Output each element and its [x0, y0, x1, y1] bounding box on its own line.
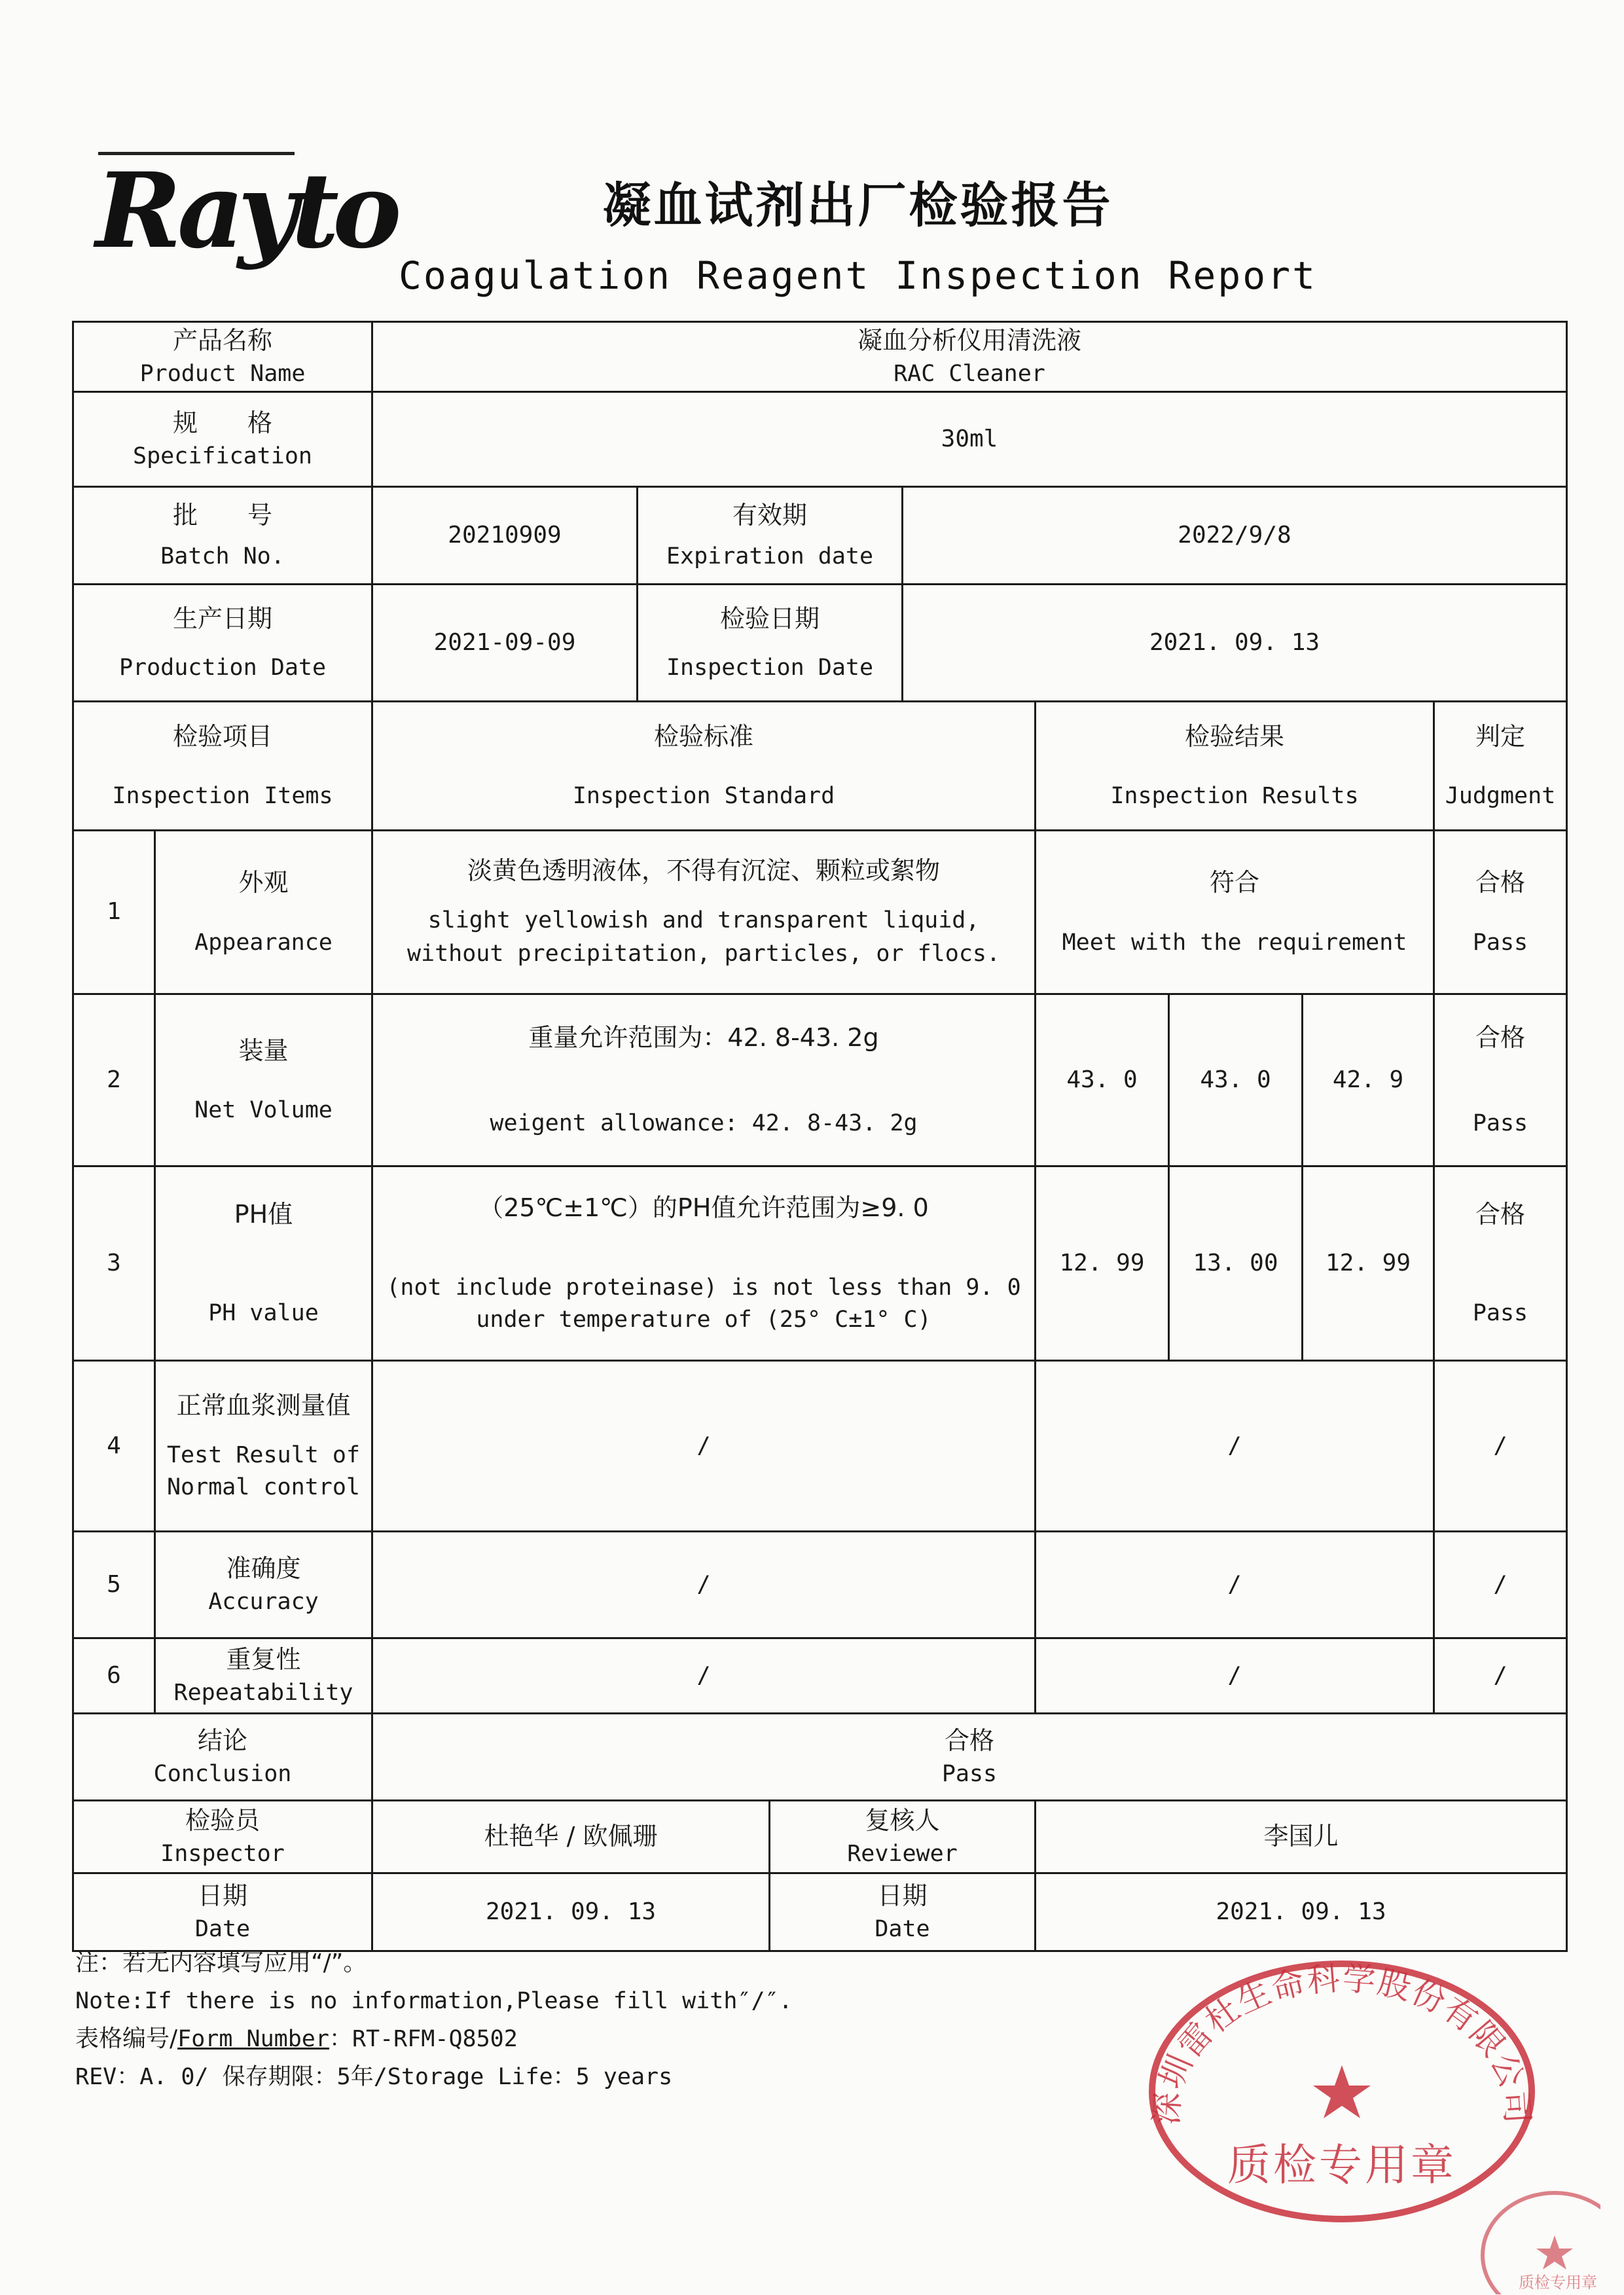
item-en: Accuracy: [208, 1589, 319, 1616]
review-date-label: [768, 1872, 1036, 1952]
judgment-en: Pass: [1472, 1300, 1528, 1327]
stamp-ring-text: 深圳雷杜生命科学股份有限公司: [1147, 1959, 1537, 2126]
expiration-label-en: Expiration date: [666, 543, 874, 570]
result-en: Meet with the requirement: [1062, 929, 1407, 956]
item-zh: 装量: [238, 1036, 289, 1065]
reviewer-label-zh: 复核人: [865, 1805, 940, 1835]
logo-text: Rayto: [96, 151, 395, 272]
date-label-en: Date: [194, 1916, 251, 1943]
item-cell: [154, 993, 373, 1167]
judgment-slash: /: [1493, 1432, 1507, 1459]
reviewer-label-en: Reviewer: [847, 1841, 958, 1868]
expiration-label: [636, 486, 903, 585]
batch-label: [72, 486, 373, 585]
item-en-line1: Test Result of: [166, 1441, 360, 1468]
row-number: [72, 829, 156, 995]
stamp-star-icon: [1313, 2065, 1371, 2118]
row-number: [72, 993, 156, 1167]
reviewer-value-text: 李国儿: [1263, 1822, 1339, 1851]
col-header-judgment-zh: 判定: [1475, 721, 1525, 751]
product-name-value: [371, 321, 1568, 393]
inspection-date-value-text: 2021. 09. 13: [1149, 628, 1320, 656]
item-en-line2: Normal control: [166, 1473, 360, 1500]
row-number-text: 2: [107, 1066, 121, 1093]
note-zh: 注：若无内容填写应用“/”。: [75, 1949, 367, 1976]
footer-notes: [75, 1944, 793, 2096]
judgment-cell: [1433, 1530, 1568, 1639]
standard-cell: [371, 1165, 1036, 1362]
inspection-date-value: [901, 583, 1568, 702]
result-slash: /: [1227, 1571, 1242, 1598]
expiration-value-text: 2022/9/8: [1178, 521, 1291, 549]
standard-slash: /: [696, 1662, 711, 1689]
result-cell: [1034, 829, 1435, 995]
item-cell: [154, 1637, 373, 1714]
judgment-cell: [1433, 1165, 1568, 1362]
product-name-label: [72, 321, 373, 393]
result-zh: 符合: [1209, 868, 1259, 897]
result-value: 42. 9: [1332, 1066, 1404, 1093]
col-header-judgment: [1433, 700, 1568, 831]
production-date-value: [371, 583, 638, 702]
note-en: Note:If there is no information,Please fill with″/″.: [75, 1988, 793, 2014]
result-value: 12. 99: [1059, 1249, 1145, 1276]
item-cell: [154, 1360, 373, 1532]
inspector-label: [72, 1799, 373, 1874]
expiration-value: [901, 486, 1568, 585]
batch-label-en: Batch No.: [160, 543, 285, 570]
date-label-zh: 日期: [197, 1881, 247, 1910]
batch-value: [371, 486, 638, 585]
judgment-cell: [1433, 1637, 1568, 1714]
item-cell: [154, 829, 373, 995]
col-header-items-zh: 检验项目: [172, 721, 272, 751]
stamp-center-text: 质检专用章: [1227, 2140, 1456, 2190]
standard-zh: 重量允许范围为：42. 8-43. 2g: [528, 1022, 879, 1052]
result-value-cell: [1301, 1165, 1435, 1362]
secondary-stamp: [1470, 2183, 1600, 2294]
date-value: [371, 1872, 770, 1952]
review-date-label-zh: 日期: [877, 1881, 928, 1910]
standard-cell: [371, 1360, 1036, 1532]
specification-value: [371, 391, 1568, 488]
specification-value-text: 30ml: [941, 425, 998, 452]
col-header-standard-zh: 检验标准: [653, 721, 753, 751]
review-date-value-text: 2021. 09. 13: [1216, 1898, 1386, 1925]
col-header-items: [72, 700, 373, 831]
specification-label-en: Specification: [133, 443, 312, 470]
col-header-standard-en: Inspection Standard: [572, 783, 835, 810]
standard-zh: （25℃±1℃）的PH值允许范围为≥9. 0: [478, 1193, 929, 1223]
result-value: 12. 99: [1325, 1249, 1411, 1276]
row-number-text: 5: [107, 1570, 121, 1598]
judgment-zh: 合格: [1475, 1199, 1525, 1229]
result-cell: [1034, 1530, 1435, 1639]
inspector-label-zh: 检验员: [185, 1805, 260, 1835]
form-number-zh: 表格编号/: [75, 2025, 178, 2052]
col-header-results-zh: 检验结果: [1184, 721, 1284, 751]
specification-label: [72, 391, 373, 488]
result-value: 13. 00: [1193, 1249, 1278, 1276]
judgment-cell: [1433, 1360, 1568, 1532]
row-number: [72, 1360, 156, 1532]
standard-en: slight yellowish and transparent liquid, without precipitation, particles, or flocs.: [406, 907, 1001, 967]
standard-en-line2: under temperature of (25° C±1° C): [476, 1306, 931, 1333]
standard-cell: [371, 1637, 1036, 1714]
result-value: 43. 0: [1200, 1066, 1271, 1093]
row-number: [72, 1530, 156, 1639]
standard-en: weigent allowance: 42. 8-43. 2g: [490, 1110, 918, 1137]
row-number-text: 6: [107, 1661, 121, 1689]
conclusion-value-en: Pass: [941, 1761, 998, 1788]
result-value-cell: [1168, 993, 1303, 1167]
col-header-judgment-en: Judgment: [1445, 783, 1556, 810]
item-en: Net Volume: [194, 1097, 333, 1124]
judgment-en: Pass: [1472, 929, 1528, 956]
col-header-results: [1034, 700, 1435, 831]
standard-zh: 淡黄色透明液体，不得有沉淀、颗粒或絮物: [467, 856, 940, 886]
production-date-value-text: 2021-09-09: [433, 628, 576, 656]
row-number: [72, 1165, 156, 1362]
date-label: [72, 1872, 373, 1952]
result-slash: /: [1227, 1662, 1242, 1689]
conclusion-label-zh: 结论: [197, 1726, 247, 1755]
judgment-cell: [1433, 993, 1568, 1167]
conclusion-value-zh: 合格: [944, 1726, 994, 1755]
result-value: 43. 0: [1066, 1066, 1138, 1093]
secondary-stamp-star-icon: [1536, 2235, 1573, 2269]
judgment-zh: 合格: [1475, 868, 1525, 897]
reviewer-value: [1034, 1799, 1568, 1874]
production-date-label: [72, 583, 373, 702]
result-value-cell: [1034, 993, 1170, 1167]
item-en: PH value: [208, 1300, 319, 1327]
standard-slash: /: [696, 1571, 711, 1598]
conclusion-label-en: Conclusion: [153, 1761, 292, 1788]
standard-cell: [371, 1530, 1036, 1639]
inspection-date-label-en: Inspection Date: [666, 655, 874, 681]
row-number-text: 3: [107, 1249, 121, 1276]
result-cell: [1034, 1637, 1435, 1714]
expiration-label-zh: 有效期: [732, 500, 807, 530]
item-cell: [154, 1165, 373, 1362]
row-number: [72, 1637, 156, 1714]
standard-en-line1: (not include proteinase) is not less than 9. 0: [386, 1274, 1021, 1301]
row-number-text: 1: [107, 898, 121, 926]
inspector-value: [371, 1799, 770, 1874]
report-title-en: Coagulation Reagent Inspection Report: [398, 253, 1317, 298]
product-name-label-zh: 产品名称: [172, 325, 272, 355]
date-value-text: 2021. 09. 13: [485, 1898, 657, 1925]
form-number-line: [75, 2020, 793, 2058]
item-en: Repeatability: [173, 1680, 353, 1707]
inspection-date-label-zh: 检验日期: [719, 604, 820, 633]
result-value-cell: [1301, 993, 1435, 1167]
product-name-value-zh: 凝血分析仪用清洗液: [857, 325, 1081, 355]
result-value-cell: [1034, 1165, 1170, 1362]
review-date-value: [1034, 1872, 1568, 1952]
item-cell: [154, 1530, 373, 1639]
report-title-zh: 凝血试剂出厂检验报告: [602, 177, 1113, 234]
revision-line: REV：A. 0/ 保存期限：5年/Storage Life：5 years: [75, 2064, 673, 2090]
conclusion-label: [72, 1712, 373, 1801]
judgment-zh: 合格: [1475, 1022, 1525, 1052]
standard-cell: [371, 993, 1036, 1167]
batch-label-zh: 批 号: [172, 500, 272, 530]
result-value-cell: [1168, 1165, 1303, 1362]
review-date-label-en: Date: [875, 1916, 930, 1943]
inspector-value-text: 杜艳华 / 欧佩珊: [484, 1822, 658, 1851]
item-zh: 准确度: [226, 1553, 301, 1583]
result-slash: /: [1227, 1432, 1242, 1459]
product-name-value-en: RAC Cleaner: [893, 361, 1045, 388]
item-zh: 正常血浆测量值: [176, 1391, 351, 1420]
product-name-label-en: Product Name: [139, 361, 306, 388]
secondary-stamp-text: 质检专用章: [1519, 2273, 1597, 2292]
row-number-text: 4: [107, 1432, 121, 1459]
production-date-label-en: Production Date: [118, 655, 327, 681]
result-cell: [1034, 1360, 1435, 1532]
item-zh: PH值: [234, 1199, 293, 1229]
standard-slash: /: [696, 1432, 711, 1459]
judgment-cell: [1433, 829, 1568, 995]
inspection-date-label: [636, 583, 903, 702]
batch-value-text: 20210909: [448, 521, 562, 549]
item-zh: 重复性: [226, 1644, 301, 1674]
reviewer-label: [768, 1799, 1036, 1874]
specification-label-zh: 规 格: [172, 408, 272, 437]
form-number-en: Form Number: [177, 2026, 329, 2052]
conclusion-value: [371, 1712, 1568, 1801]
inspector-label-en: Inspector: [160, 1841, 285, 1868]
col-header-results-en: Inspection Results: [1110, 783, 1359, 810]
item-zh: 外观: [238, 868, 289, 897]
judgment-slash: /: [1493, 1662, 1507, 1689]
judgment-slash: /: [1493, 1571, 1507, 1598]
col-header-standard: [371, 700, 1036, 831]
form-number-value: ：RT-RFM-Q8502: [329, 2026, 518, 2052]
standard-cell: [371, 829, 1036, 995]
col-header-items-en: Inspection Items: [112, 783, 333, 810]
item-en: Appearance: [194, 929, 333, 956]
judgment-en: Pass: [1472, 1110, 1528, 1137]
production-date-label-zh: 生产日期: [172, 604, 272, 633]
